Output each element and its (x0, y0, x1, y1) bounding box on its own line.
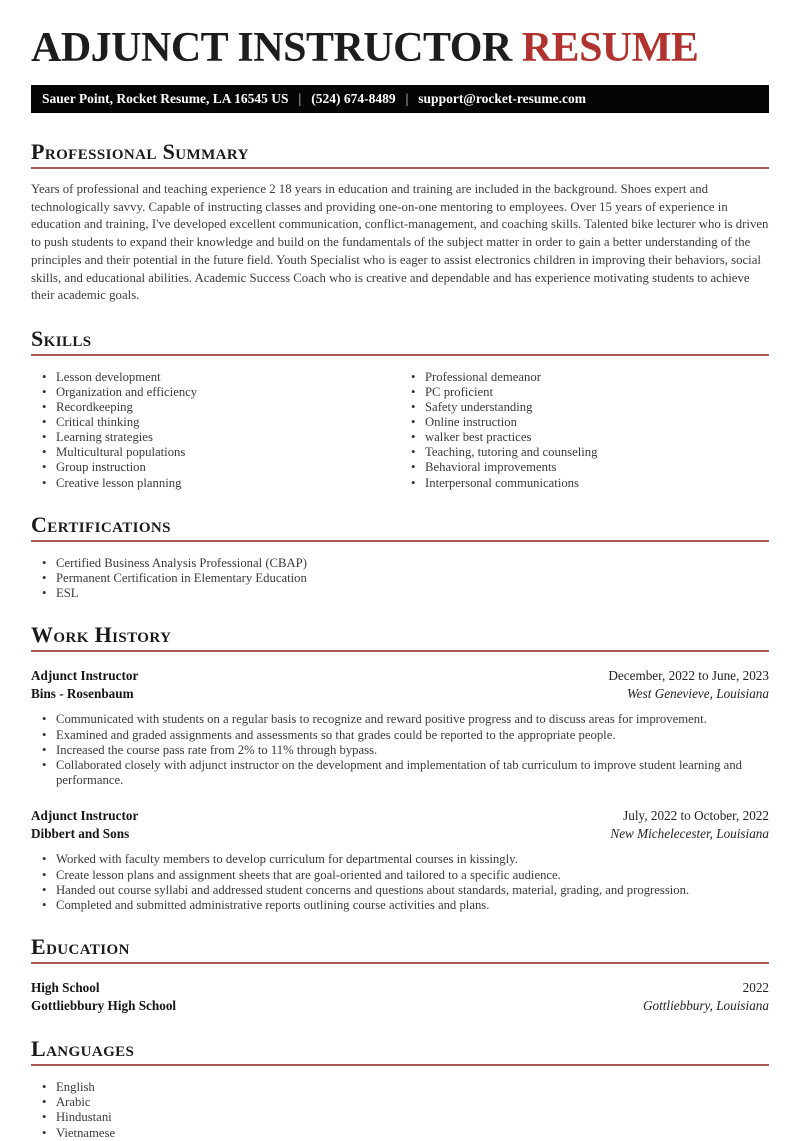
education-school-row (31, 997, 769, 1015)
job-dates: December, 2022 to June, 2023 (608, 667, 769, 683)
certification-item: • Permanent Certification in Elementary Education (42, 571, 769, 586)
language-item: • Arabic (42, 1095, 769, 1110)
certification-item: • ESL (42, 586, 769, 601)
skill-item: • Recordkeeping (42, 400, 400, 415)
job-location: West Genevieve, Louisiana (627, 686, 769, 702)
skill-item: • Behavioral improvements (411, 460, 769, 475)
skill-item: • Creative lesson planning (42, 476, 400, 491)
skill-item: • Teaching, tutoring and counseling (411, 445, 769, 460)
skills-list-right (400, 370, 769, 491)
job-bullet: • Examined and graded assignments and assessments so that grades could be reported to the appropriate people. (42, 728, 769, 743)
job-entry (31, 667, 769, 788)
section-work-history (31, 623, 769, 913)
skill-item: • Critical thinking (42, 415, 400, 430)
section-rule (31, 167, 769, 169)
skill-item: • Safety understanding (411, 400, 769, 415)
contact-email: support@rocket-resume.com (418, 91, 586, 106)
skill-item: • Lesson development (42, 370, 400, 385)
languages-heading: Languages (31, 1036, 135, 1062)
section-skills (31, 327, 769, 491)
job-bullets (31, 712, 769, 787)
section-languages (31, 1037, 769, 1140)
job-bullet: • Handed out course syllabi and addressed student concerns and questions about standards, material, grading, and progression. (42, 883, 769, 898)
section-rule (31, 962, 769, 964)
section-rule (31, 1064, 769, 1066)
job-bullet: • Collaborated closely with adjunct instructor on the development and implementation of tab curriculum to improve student learning and performance. (42, 758, 769, 788)
skill-item: • Learning strategies (42, 430, 400, 445)
section-professional-summary (31, 140, 769, 305)
degree: High School (31, 979, 100, 995)
job-employer: Dibbert and Sons (31, 826, 130, 842)
job-bullet: • Worked with faculty members to develop curriculum for departmental courses in kissingly. (42, 852, 769, 867)
page-title-accent: RESUME (521, 25, 699, 71)
language-item: • English (42, 1080, 769, 1095)
graduation-year: 2022 (742, 979, 769, 995)
section-certifications (31, 513, 769, 601)
education-degree-row (31, 979, 769, 997)
skill-item: • Multicultural populations (42, 445, 400, 460)
certification-item: • Certified Business Analysis Professional (CBAP) (42, 556, 769, 571)
contact-separator: | (298, 91, 302, 106)
job-bullet: • Increased the course pass rate from 2% to 11% through bypass. (42, 743, 769, 758)
language-item: • Vietnamese (42, 1126, 769, 1141)
job-bullet: • Completed and submitted administrative reports outlining course activities and plans. (42, 898, 769, 913)
education-entry (31, 979, 769, 1016)
skill-item: • PC proficient (411, 385, 769, 400)
job-location: New Michelecester, Louisiana (610, 826, 769, 842)
job-dates: July, 2022 to October, 2022 (623, 807, 769, 823)
skills-heading: Skills (31, 325, 92, 351)
skill-item: • Interpersonal communications (411, 476, 769, 491)
certifications-heading: Certifications (31, 511, 171, 537)
skill-item: • Group instruction (42, 460, 400, 475)
job-bullet: • Communicated with students on a regular basis to recognize and reward positive progress and to discuss areas for improvement. (42, 712, 769, 727)
job-title-row (31, 807, 769, 825)
languages-list (31, 1080, 769, 1140)
skills-columns (31, 356, 769, 491)
summary-heading: Professional Summary (31, 139, 249, 164)
job-title-row (31, 667, 769, 685)
section-rule (31, 650, 769, 652)
page-title (31, 25, 769, 71)
job-bullets (31, 852, 769, 912)
contact-phone: (524) 674-8489 (311, 91, 396, 106)
summary-text: Years of professional and teaching experience 2 18 years in education and training are included in the background. Shoes expert and technologically savvy. Capable of instructing classes and providing one-on-one mentoring to employees. Over 15 years of experience in education and training, I've developed excellent communication, conflict-management, and coaching skills. Talented bike lecturer who is driven to push students to expand their knowledge and build on the fundamentals of the subject matter in order to gain a better understanding of the principles and their potential in the future field. Youth Specialist who is eager to assist electronics children in improving their behaviors, social skills, and educational abilities. Academic Success Coach who is creative and dependable and has experience motivating students to achieve their academic goals. (31, 182, 769, 303)
education-heading: Education (31, 933, 130, 959)
job-title: Adjunct Instructor (31, 667, 139, 683)
skill-item: • Professional demeanor (411, 370, 769, 385)
job-entry (31, 807, 769, 913)
skill-item: • Organization and efficiency (42, 385, 400, 400)
work-history-heading: Work History (31, 621, 172, 647)
page-title-main: ADJUNCT INSTRUCTOR (31, 25, 522, 71)
section-rule (31, 540, 769, 542)
job-employer-row (31, 685, 769, 703)
school-name: Gottliebbury High School (31, 998, 177, 1014)
certifications-list (31, 556, 769, 601)
skill-item: • Online instruction (411, 415, 769, 430)
job-bullet: • Create lesson plans and assignment sheets that are goal-oriented and tailored to a specific audience. (42, 868, 769, 883)
contact-separator: | (405, 91, 409, 106)
school-location: Gottliebbury, Louisiana (642, 998, 769, 1014)
skill-item: • walker best practices (411, 430, 769, 445)
job-employer: Bins - Rosenbaum (31, 686, 134, 702)
job-employer-row (31, 825, 769, 843)
job-title: Adjunct Instructor (31, 807, 139, 823)
contact-bar (31, 85, 769, 113)
section-education (31, 935, 769, 1016)
language-item: • Hindustani (42, 1110, 769, 1125)
contact-address: Sauer Point, Rocket Resume, LA 16545 US (42, 91, 289, 106)
skills-list-left (31, 370, 400, 491)
resume-page (0, 25, 800, 1141)
